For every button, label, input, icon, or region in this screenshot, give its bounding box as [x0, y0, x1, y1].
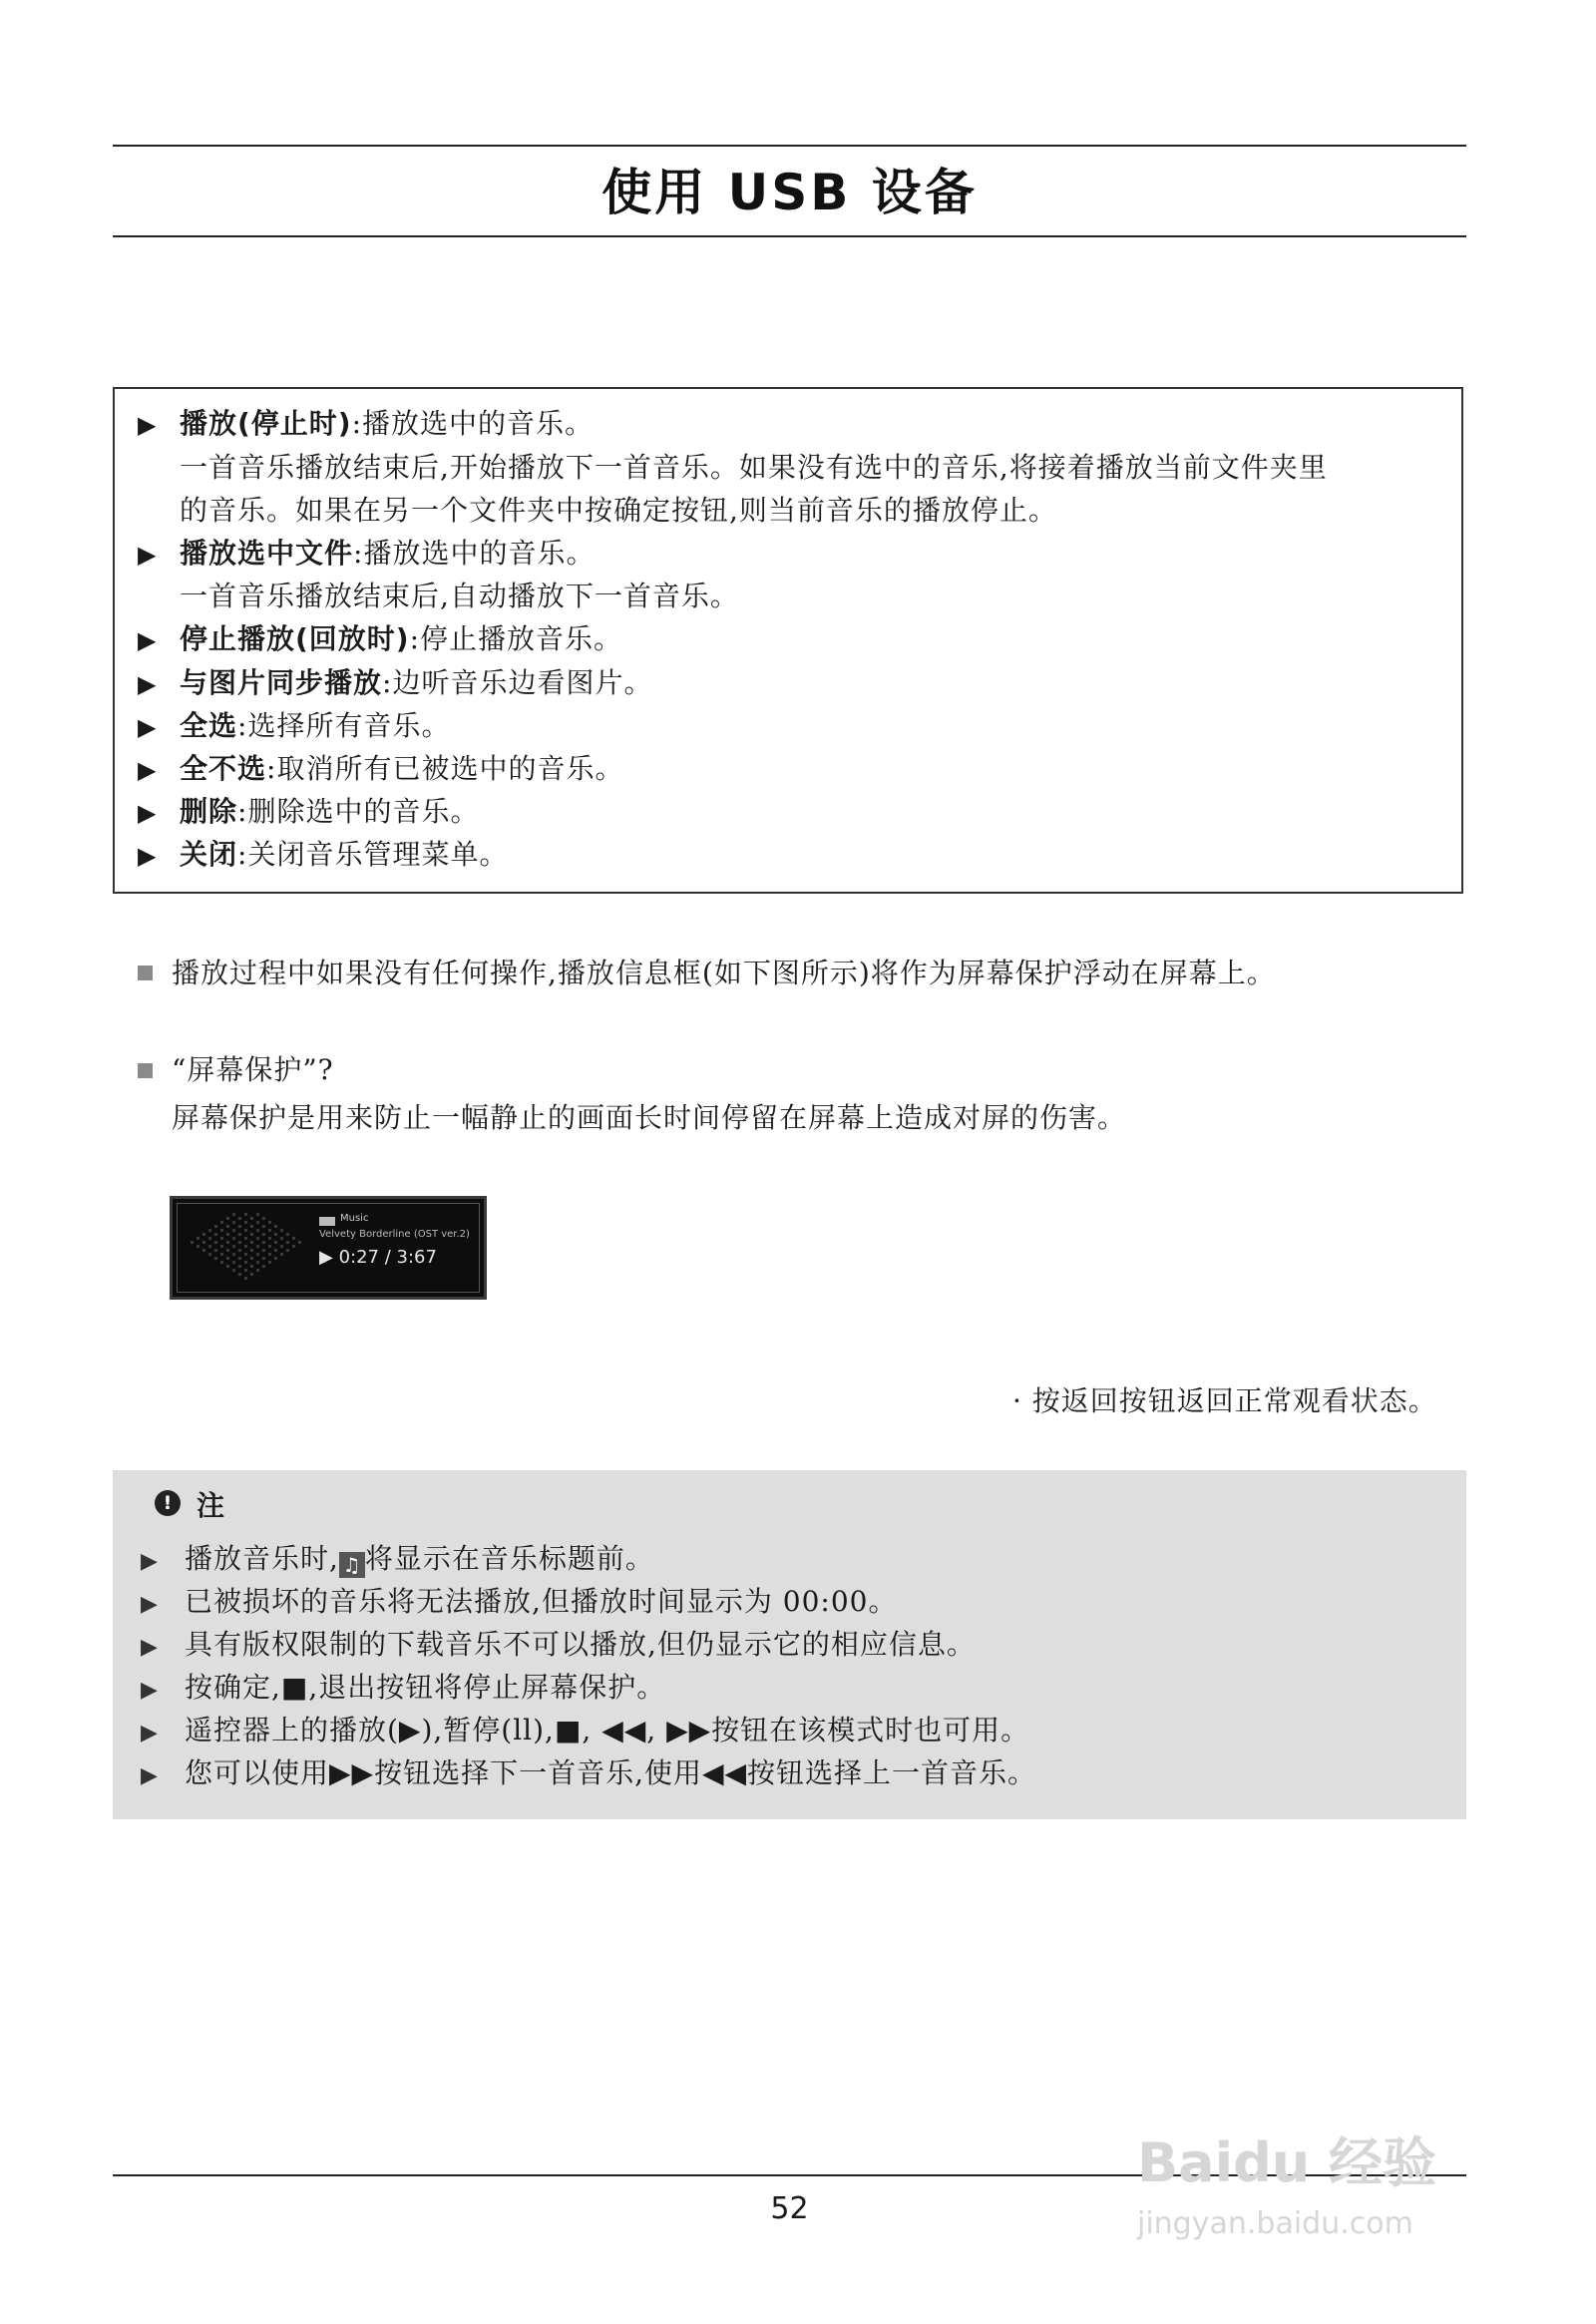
screensaver-paragraph: 播放过程中如果没有任何操作,播放信息框(如下图所示)将作为屏幕保护浮动在屏幕上。 — [172, 957, 1276, 989]
playback-time: ▶ 0:27 / 3:67 — [319, 1247, 437, 1268]
note-item: ▶ 遥控器上的播放(▶),暂停(ll),■, ◀◀, ▶▶按钮在该模式时也可用。 — [141, 1713, 1029, 1751]
arrow-right-icon: ▶ — [138, 842, 158, 870]
box-item-play-detail: 的音乐。如果在另一个文件夹中按确定按钮,则当前音乐的播放停止。 — [180, 494, 1057, 527]
box-item-close: ▶ 关闭:关闭音乐管理菜单。 — [138, 837, 508, 874]
bullet-square-icon — [138, 1063, 153, 1078]
page-number: 52 — [770, 2191, 809, 2226]
box-item-play-detail: 一首音乐播放结束后,开始播放下一首音乐。如果没有选中的音乐,将接着播放当前文件夹里 — [180, 451, 1328, 484]
box-item-select-all: ▶ 全选:选择所有音乐。 — [138, 708, 450, 745]
bullet-square-icon — [138, 966, 153, 980]
box-item-deselect-all: ▶ 全不选:取消所有已被选中的音乐。 — [138, 751, 623, 788]
note-title: 注 — [197, 1489, 225, 1522]
watermark-url: jingyan.baidu.com — [1137, 2206, 1413, 2241]
arrow-right-icon: ▶ — [138, 541, 158, 569]
arrow-right-icon: ▶ — [141, 1721, 159, 1745]
music-icon — [319, 1217, 335, 1226]
music-info-box — [170, 1196, 487, 1300]
top-rule — [113, 145, 1466, 147]
arrow-right-icon: ▶ — [141, 1592, 159, 1617]
arrow-right-icon: ▶ — [138, 626, 158, 654]
music-label: Music — [340, 1213, 369, 1224]
arrow-right-icon: ▶ — [138, 799, 158, 827]
arrow-right-icon: ▶ — [138, 713, 158, 741]
title-underline — [113, 235, 1466, 237]
note-item: ▶ 已被损坏的音乐将无法播放,但播放时间显示为 00:00。 — [141, 1584, 898, 1623]
box-item-play-selected: ▶ 播放选中文件:播放选中的音乐。 — [138, 536, 595, 573]
arrow-right-icon: ▶ — [141, 1635, 159, 1660]
watermark-brand: Baidu 经验 — [1137, 2131, 1437, 2194]
arrow-right-icon: ▶ — [138, 670, 158, 698]
note-item: ▶ 具有版权限制的下载音乐不可以播放,但仍显示它的相应信息。 — [141, 1627, 976, 1666]
note-item: ▶ 播放音乐时, ♫ 将显示在音乐标题前。 — [141, 1541, 654, 1580]
screensaver-explanation: 屏幕保护是用来防止一幅静止的画面长时间停留在屏幕上造成对屏的伤害。 — [172, 1101, 1127, 1134]
box-item-delete: ▶ 删除:删除选中的音乐。 — [138, 794, 479, 831]
arrow-right-icon: ▶ — [138, 756, 158, 784]
note-item: ▶ 您可以使用▶▶按钮选择下一首音乐,使用◀◀按钮选择上一首音乐。 — [141, 1755, 1036, 1794]
arrow-right-icon: ▶ — [141, 1763, 159, 1788]
screensaver-question: “屏幕保护”? — [172, 1053, 334, 1086]
exclamation-icon: ! — [155, 1490, 181, 1516]
music-note-icon: ♫ — [339, 1552, 365, 1578]
box-item-stop: ▶ 停止播放(回放时):停止播放音乐。 — [138, 621, 622, 658]
visualizer-graphic — [187, 1209, 311, 1287]
note-item: ▶ 按确定,■,退出按钮将停止屏幕保护。 — [141, 1670, 665, 1709]
arrow-right-icon: ▶ — [141, 1678, 159, 1703]
arrow-right-icon: ▶ — [141, 1549, 159, 1574]
box-item-sync-photo: ▶ 与图片同步播放:边听音乐边看图片。 — [138, 665, 652, 702]
note-box — [113, 1470, 1466, 1819]
arrow-right-icon: ▶ — [138, 411, 158, 439]
song-title: Velvety Borderline (OST ver.2) — [319, 1229, 470, 1240]
page-title: 使用 USB 设备 — [601, 164, 978, 221]
box-item-play: ▶ 播放(停止时):播放选中的音乐。 — [138, 406, 594, 443]
box-item-play-selected-detail: 一首音乐播放结束后,自动播放下一首音乐。 — [180, 580, 739, 612]
return-note: · 按返回按钮返回正常观看状态。 — [1012, 1384, 1437, 1417]
